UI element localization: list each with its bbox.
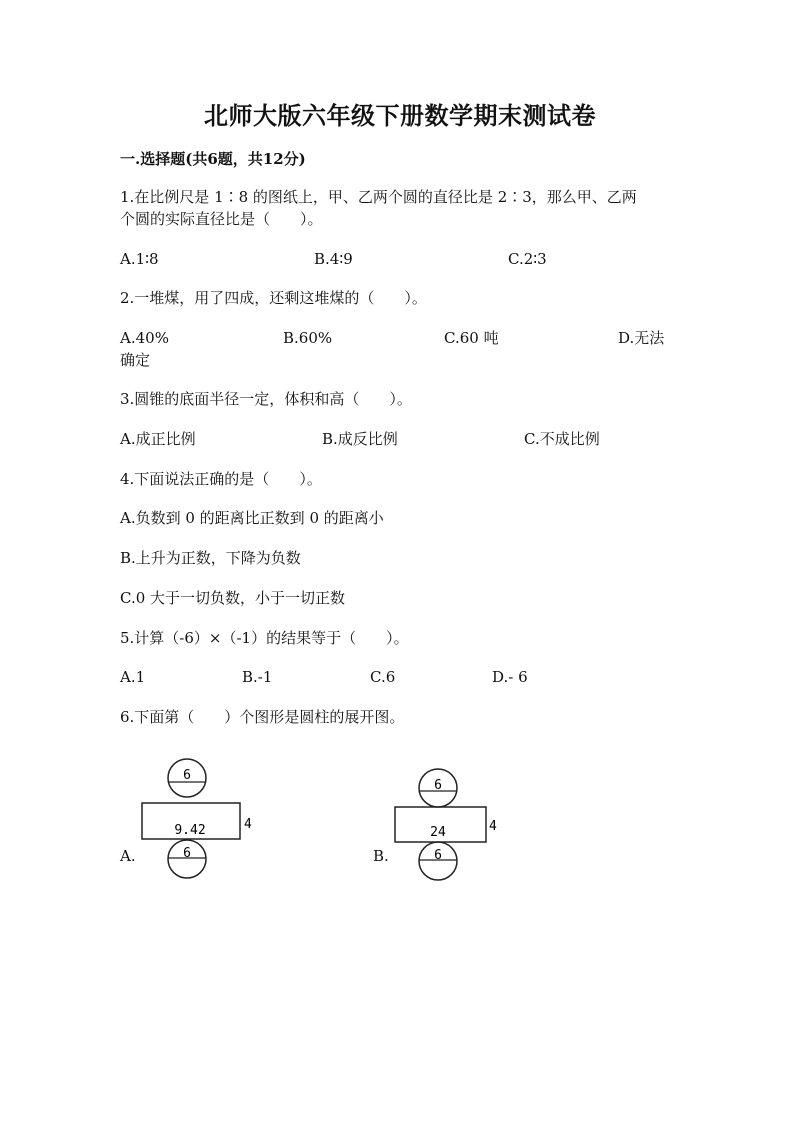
q6-option-b-label: B. [373, 847, 389, 865]
q3-option-b: B.成反比例 [322, 430, 398, 448]
page-title: 北师大版六年级下册数学期末测试卷 [204, 101, 596, 130]
section-heading: 一.选择题(共6题，共12分) [120, 150, 306, 168]
q5-option-d: D.- 6 [492, 668, 528, 686]
q1-option-c: C.2∶3 [508, 250, 547, 268]
q5-stem: 5.计算（-6）×（-1）的结果等于（ ）。 [120, 629, 409, 647]
q1-stem-line1: 1.在比例尺是 1∶8 的图纸上，甲、乙两个圆的直径比是 2∶3，那么甲、乙两 [120, 188, 637, 206]
figure-a-bottom-label: 6 [183, 846, 191, 861]
q6-figure-b [385, 756, 515, 890]
q1-stem-line2: 个圆的实际直径比是（ ）。 [120, 210, 323, 228]
q3-option-c: C.不成比例 [524, 430, 600, 448]
q2-stem: 2.一堆煤，用了四成，还剩这堆煤的（ ）。 [120, 289, 427, 307]
figure-b-side-label: 4 [489, 819, 497, 834]
q4-option-c: C.0 大于一切负数，小于一切正数 [120, 589, 346, 607]
q6-option-a-label: A. [120, 847, 136, 865]
figure-a-rect-label: 9.42 [174, 823, 206, 838]
q2-option-d-wrap: 确定 [120, 351, 151, 369]
q1-option-a: A.1∶8 [120, 250, 159, 268]
q6-figure-a [134, 756, 264, 890]
figure-a-side-label: 4 [244, 817, 252, 832]
q6-stem: 6.下面第（ ）个图形是圆柱的展开图。 [120, 708, 405, 726]
figure-b-top-label: 6 [434, 778, 442, 793]
q3-option-a: A.成正比例 [120, 430, 196, 448]
q4-option-a: A.负数到 0 的距离比正数到 0 的距离小 [120, 509, 384, 527]
q2-option-c: C.60 吨 [444, 329, 499, 347]
figure-b-rect-label: 24 [430, 825, 446, 840]
q1-option-b: B.4∶9 [314, 250, 353, 268]
q5-option-b: B.-1 [242, 668, 273, 686]
q2-option-b: B.60% [283, 329, 333, 347]
q3-stem: 3.圆锥的底面半径一定，体积和高（ ）。 [120, 390, 412, 408]
q4-stem: 4.下面说法正确的是（ ）。 [120, 470, 322, 488]
cylinder-net-figure-a [134, 756, 264, 886]
q5-option-c: C.6 [370, 668, 396, 686]
q2-option-d: D.无法 [618, 329, 665, 347]
q4-option-b: B.上升为正数，下降为负数 [120, 549, 301, 567]
q5-option-a: A.1 [120, 668, 146, 686]
figure-a-top-label: 6 [183, 768, 191, 783]
cylinder-net-figure-b [385, 756, 515, 886]
figure-b-bottom-label: 6 [434, 848, 442, 863]
q2-option-a: A.40% [120, 329, 169, 347]
